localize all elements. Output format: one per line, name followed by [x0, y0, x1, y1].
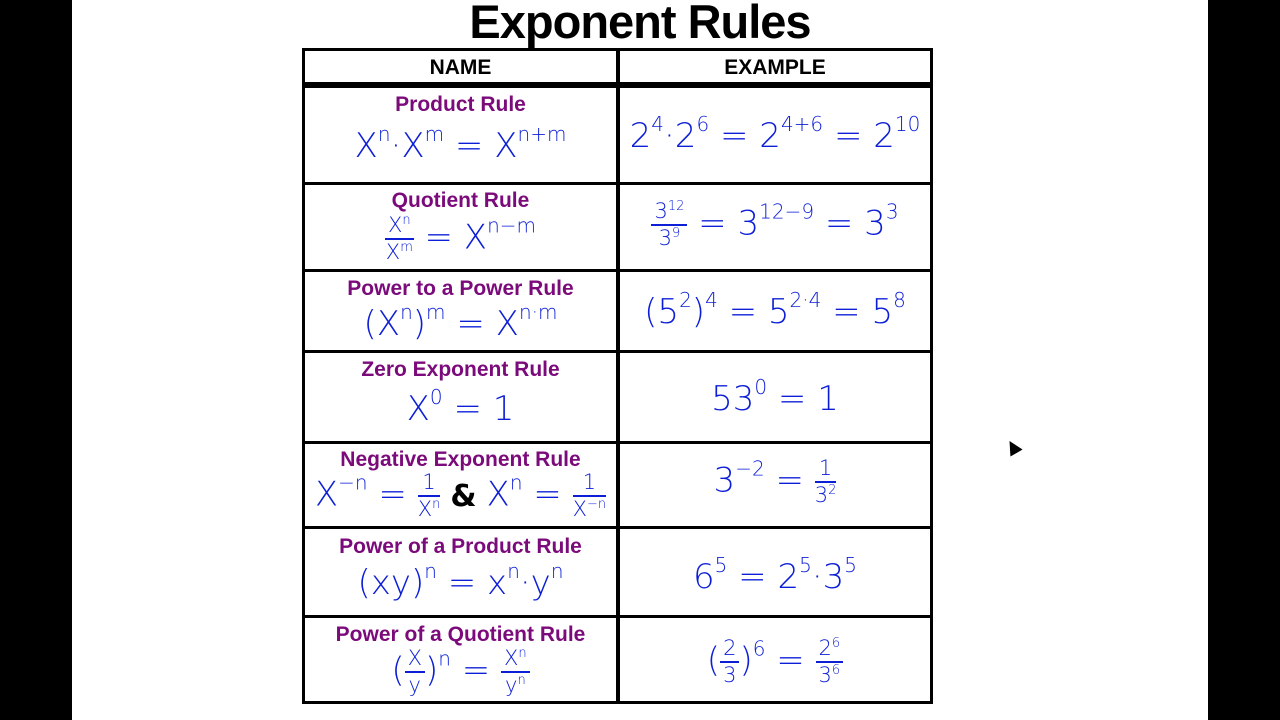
table-row [305, 185, 930, 269]
rule-formula: $X^{-n}$ = $\frac{1}{X^n}$ & $X^n$ = $\frac{1}{X^{-n}}$ [314, 470, 607, 521]
table-row [305, 88, 930, 182]
name-cell [305, 529, 616, 615]
rule-formula: $\frac{X^n}{X^m}$ = $X^{n-m}$ [385, 213, 536, 264]
rule-example: $6^5 = 2^5\cdot 3^5$ [692, 553, 858, 597]
name-cell [305, 444, 616, 526]
name-cell [305, 272, 616, 350]
rule-name: Negative Exponent Rule [340, 448, 581, 471]
exponent-rules-table [302, 48, 933, 704]
rule-formula: ( $\frac{X}{y}$ )$^n$ = $\frac{X^n}{y^n}$ [305, 648, 616, 696]
example-cell [620, 444, 930, 526]
ampersand: & [450, 478, 477, 514]
slide [72, 0, 1208, 720]
table-row [305, 353, 930, 441]
example-cell [620, 353, 930, 441]
table-row [305, 529, 930, 615]
rule-formula: $X^0 = 1$ [406, 385, 515, 429]
rule-name: Zero Exponent Rule [361, 358, 560, 381]
rule-formula: $(xy)^n = x^n\cdot y^n$ [357, 559, 564, 603]
rule-name: Power of a Product Rule [339, 535, 582, 558]
rule-name: Product Rule [395, 93, 526, 116]
page-title: Exponent Rules [469, 0, 811, 48]
header-example: EXAMPLE [724, 56, 826, 79]
table-row [305, 444, 930, 526]
rule-name: Power to a Power Rule [347, 277, 574, 300]
header-name: NAME [429, 56, 492, 79]
rule-example: $53^0 = 1$ [711, 375, 839, 419]
name-cell [305, 618, 616, 704]
rule-name: Quotient Rule [391, 189, 530, 212]
rule-example: $(5^2)^4 = 5^{2\cdot 4} = 5^8$ [644, 288, 906, 332]
rule-name: Power of a Quotient Rule [335, 623, 586, 646]
example-cell [620, 529, 930, 615]
example-cell [620, 272, 930, 350]
example-cell [620, 185, 930, 269]
table-row [305, 618, 930, 704]
rule-example: $2^4\cdot 2^6 = 2^{4+6} = 2^{10}$ [629, 112, 921, 156]
name-cell [305, 185, 616, 269]
name-cell [305, 88, 616, 182]
rule-formula: $X^n\cdot X^m = X^{n+m}$ [354, 122, 567, 166]
example-cell [620, 618, 930, 704]
table-row [305, 272, 930, 350]
rule-formula: $(X^n)^m = X^{n\cdot m}$ [363, 300, 558, 344]
rule-example: $\frac{3^{12}}{3^9}$ = $3^{12-9} = 3^3$ [620, 201, 930, 249]
rule-example: ( $\frac{2}{3}$ )$^6$ = $\frac{2^6}{3^6}$ [620, 638, 930, 686]
name-cell [305, 353, 616, 441]
example-cell [620, 88, 930, 182]
rule-example: $3^{-2}$ = $\frac{1}{3^2}$ [713, 456, 837, 507]
